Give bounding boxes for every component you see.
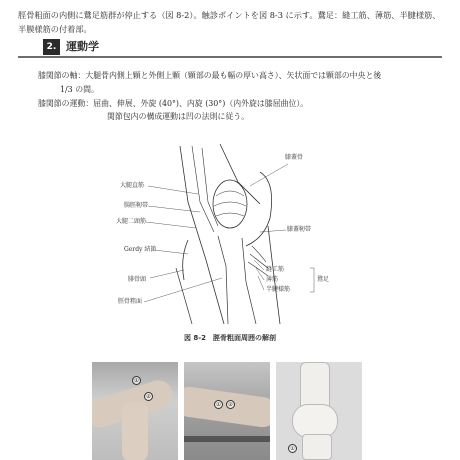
femur-outline-right bbox=[220, 144, 260, 204]
knee-motion-text: 膝関節の運動：屈曲、伸展、外旋 (40°)、内旋 (30°)（内外旋は膝屈曲位）。 bbox=[38, 99, 309, 108]
knee-anatomy-figure bbox=[110, 142, 370, 324]
marker-1: ① bbox=[289, 446, 295, 452]
label-patella: 膝蓋骨 bbox=[285, 154, 304, 161]
label-rectus-femoris: 大腿直筋 bbox=[120, 182, 145, 189]
marker-2: ② bbox=[227, 402, 233, 408]
label-sartorius: 縫工筋 bbox=[266, 266, 285, 273]
medial-condyle bbox=[246, 172, 272, 246]
marker-1: ① bbox=[215, 402, 221, 408]
label-tibial-tuberosity: 脛骨粗面 bbox=[118, 298, 143, 305]
table-edge bbox=[184, 436, 270, 442]
tibia-medial-border bbox=[268, 226, 280, 324]
knee-axis-text: 膝関節の軸：大腿骨内側上顆と外側上顆（顆部の最も幅の厚い高さ）、矢状面では顆部の中央と後 bbox=[38, 71, 382, 80]
capsule-motion-text: 関節包内の構成運動は凹の法則に従う。 bbox=[107, 112, 250, 121]
section-number: 2. bbox=[43, 39, 60, 55]
knee-axis-text-cont: 1/3 の間。 bbox=[60, 85, 99, 94]
femur-outline-left bbox=[180, 146, 224, 324]
figure-caption: 図 8-2 脛骨粗面周囲の解剖 bbox=[183, 334, 277, 342]
section-heading bbox=[18, 38, 442, 57]
intro-paragraph: 脛骨粗面の内側に鵞足筋群が停止する（図 8-2）。触診ポイントを図 8-3 に示す。鵞足：縫工筋、薄筋、半腱様筋、半膜様筋の付着部。 bbox=[18, 10, 441, 34]
palpation-photo-2 bbox=[184, 362, 270, 460]
section-divider bbox=[18, 56, 442, 58]
fibula-head-outline bbox=[183, 240, 188, 280]
knee-model bbox=[292, 404, 338, 438]
label-biceps-femoris: 大腿二頭筋 bbox=[116, 218, 147, 225]
palpation-photo-1 bbox=[92, 362, 178, 460]
label-gerdy-tubercle: Gerdy 結節 bbox=[124, 246, 157, 253]
shin-shape bbox=[122, 402, 148, 460]
label-iliotibial-band: 腸脛靭帯 bbox=[124, 202, 149, 209]
tibia-model bbox=[302, 434, 332, 460]
knee-anatomy-drawing bbox=[110, 142, 370, 324]
marker-1: ① bbox=[133, 378, 139, 384]
label-semitendinosus: 半腱様筋 bbox=[266, 286, 291, 293]
bone-model-photo bbox=[276, 362, 362, 460]
marker-2: ② bbox=[145, 394, 151, 400]
label-gracilis: 薄筋 bbox=[266, 276, 279, 283]
label-patellar-ligament: 膝蓋靭帯 bbox=[287, 226, 312, 233]
label-fibular-head: 腓骨頭 bbox=[128, 276, 147, 283]
label-pes-anserinus: 鵞足 bbox=[317, 276, 330, 283]
section-title: 運動学 bbox=[66, 40, 99, 53]
